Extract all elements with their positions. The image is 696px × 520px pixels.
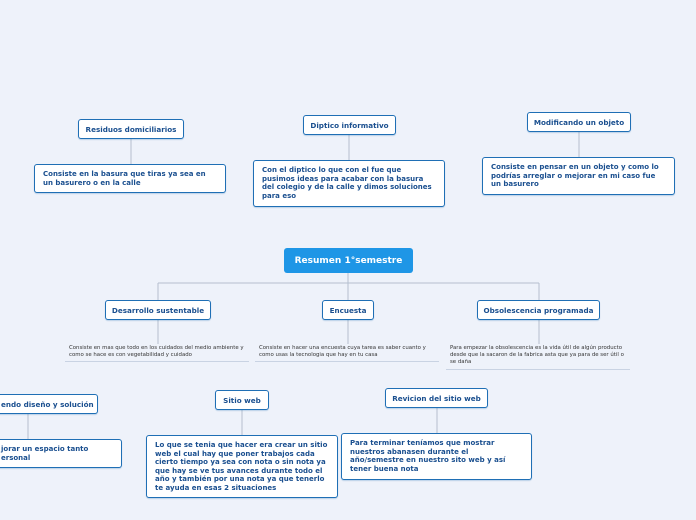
note-encuesta[interactable] (255, 345, 439, 362)
topic-encuesta[interactable] (322, 300, 374, 320)
root-topic[interactable] (284, 248, 413, 273)
topic-label: Revicion del sitio web (392, 393, 481, 403)
note-obsolescencia-programada[interactable] (446, 345, 630, 370)
description-text: Para terminar teníamos que mostrar nuestros abanasen durante el año/semestre en nuestro sito web y así tener buena nota (350, 439, 506, 473)
topic-revicion-del-sitio-web[interactable] (385, 388, 488, 408)
topic-modificando-un-objeto[interactable] (527, 112, 631, 132)
root-label: Resumen 1°semestre (294, 255, 403, 266)
description-residuos-domiciliarios[interactable] (34, 164, 226, 193)
note-desarrollo-sustentable[interactable] (65, 345, 249, 362)
description-diptico-informativo[interactable] (253, 160, 445, 207)
topic-obsolescencia-programada[interactable] (477, 300, 600, 320)
topic-diptico-informativo[interactable] (303, 115, 396, 135)
topic-label: Modificando un objeto (533, 117, 625, 127)
description-text: Con el diptico lo que con el fue que pusimos ideas para acabar con la basura del colegio y de la calle y dimos soluciones para eso (262, 166, 432, 200)
description-diseno-y-solucion[interactable] (0, 439, 122, 468)
note-text: Consiste en hacer una encuesta cuya tarea es saber cuanto y como usas la tecnologia que hay en tu casa (259, 345, 426, 358)
note-text: Para empezar la obsolescencia es la vida útil de algún producto desde que la sacaron de la fabrica asta que ya para de ser útil o se daña (450, 345, 624, 365)
topic-desarrollo-sustentable[interactable] (105, 300, 211, 320)
topic-diseno-y-solucion[interactable] (0, 394, 98, 414)
description-modificando-un-objeto[interactable] (482, 157, 675, 195)
topic-label: Desarrollo sustentable (111, 305, 205, 315)
description-revicion-del-sitio-web[interactable] (341, 433, 532, 480)
description-text: jorar un espacio tanto ersonal (1, 445, 89, 462)
description-text: Consiste en la basura que tiras ya sea en un basurero o en la calle (43, 170, 206, 187)
topic-label: Diptico informativo (310, 120, 389, 130)
topic-label: Obsolescencia programada (483, 305, 594, 315)
topic-sitio-web[interactable] (215, 390, 269, 410)
description-sitio-web[interactable] (146, 435, 338, 498)
topic-residuos-domiciliarios[interactable] (78, 119, 184, 139)
topic-label: Encuesta (329, 305, 367, 315)
topic-label: Sitio web (223, 395, 261, 405)
note-text: Consiste en mas que todo en los cuidados del medio ambiente y como se hace es con vegetabilidad y cuidado (69, 345, 244, 358)
topic-label: Residuos domiciliarios (85, 124, 177, 134)
description-text: Consiste en pensar en un objeto y como lo podrías arreglar o mejorar en mi caso fue un basurero (491, 163, 659, 189)
description-text: Lo que se tenia que hacer era crear un sitio web el cual hay que poner trabajos cada cierto tiempo ya sea con nota o sin nota ya que hay se ve tus avances durante todo el año y también por una nota ya que tenerlo te ayuda en esas 2 situaciones (155, 441, 328, 492)
topic-label: endo diseño y solución (1, 399, 94, 409)
